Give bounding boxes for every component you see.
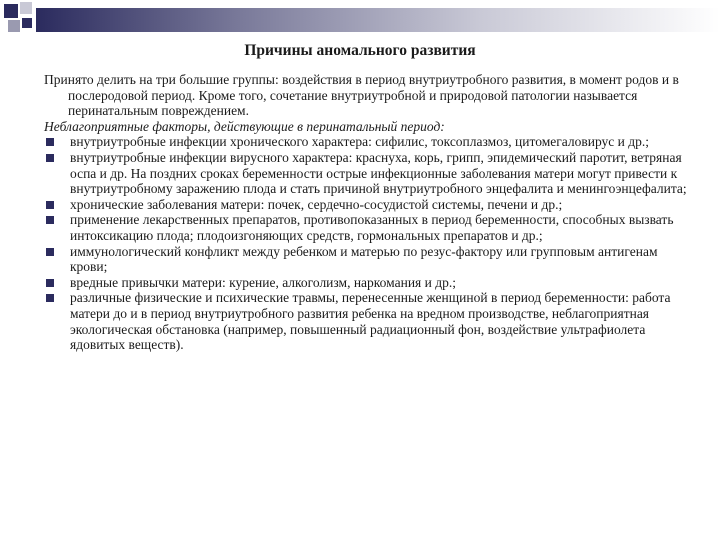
list-item [44,275,694,291]
factor-list [44,134,694,352]
intro-paragraph: Принято делить на три большие группы: воздействия в период внутриутробного развития, в момент родов и в послеродовой период. Кроме того, сочетание внутриутробной и природовой патологии называется перинатальным повреждением. [44,72,679,119]
list-item [44,212,694,243]
square-bullet-icon [46,216,54,224]
list-item [44,197,694,213]
list-item [44,134,694,150]
square-bullet-icon [46,154,54,162]
subheading: Неблагоприятные факторы, действующие в перинатальный период: [44,118,445,134]
slide-content [44,72,694,353]
list-item-text: иммунологический конфликт между ребенком и матерью по резус-фактору или групповым антигенам крови; [70,243,658,275]
header-gradient-bar [36,8,720,32]
list-item [44,290,694,352]
decor-square-1 [4,4,18,18]
decor-square-2 [20,2,32,14]
list-item-text: вредные привычки матери: курение, алкоголизм, наркомания и др.; [70,274,456,290]
square-bullet-icon [46,201,54,209]
decor-square-4 [22,18,32,28]
list-item-text: различные физические и психические травмы, перенесенные женщиной в период беременности: работа матери до и в период внутриутробного развития ребенка на вредном производстве, неблагоприятная экологическая обстановка (например, повышенный радиационный фон, воздействие ультрафиолета ядовитых веществ). [70,290,671,353]
list-item [44,150,694,197]
list-item-text: применение лекарственных препаратов, противопоказанных в период беременности, способных вызвать интоксикацию плода; плодоизгоняющих средств, гормональных препаратов и др.; [70,212,674,243]
square-bullet-icon [46,138,54,146]
square-bullet-icon [46,279,54,287]
list-item-text: хронические заболевания матери: почек, сердечно-сосудистой системы, печени и др.; [70,196,563,212]
square-bullet-icon [46,248,54,256]
list-item [44,244,694,275]
square-bullet-icon [46,294,54,302]
slide-title: Причины аномального развития [244,42,476,59]
corner-decoration [0,0,40,40]
list-item-text: внутриутробные инфекции вирусного характера: краснуха, корь, грипп, эпидемический паротит, ветряная оспа и др. На поздних сроках беременности острые инфекционные заболевания матери могут привести к внутриутробному заражению плода и стать причиной внутриутробного энцефалита и менингоэнцефалита; [70,149,687,197]
list-item-text: внутриутробные инфекции хронического характера: сифилис, токсоплазмоз, цитомегаловирус и др.; [70,134,649,150]
decor-square-3 [8,20,20,32]
